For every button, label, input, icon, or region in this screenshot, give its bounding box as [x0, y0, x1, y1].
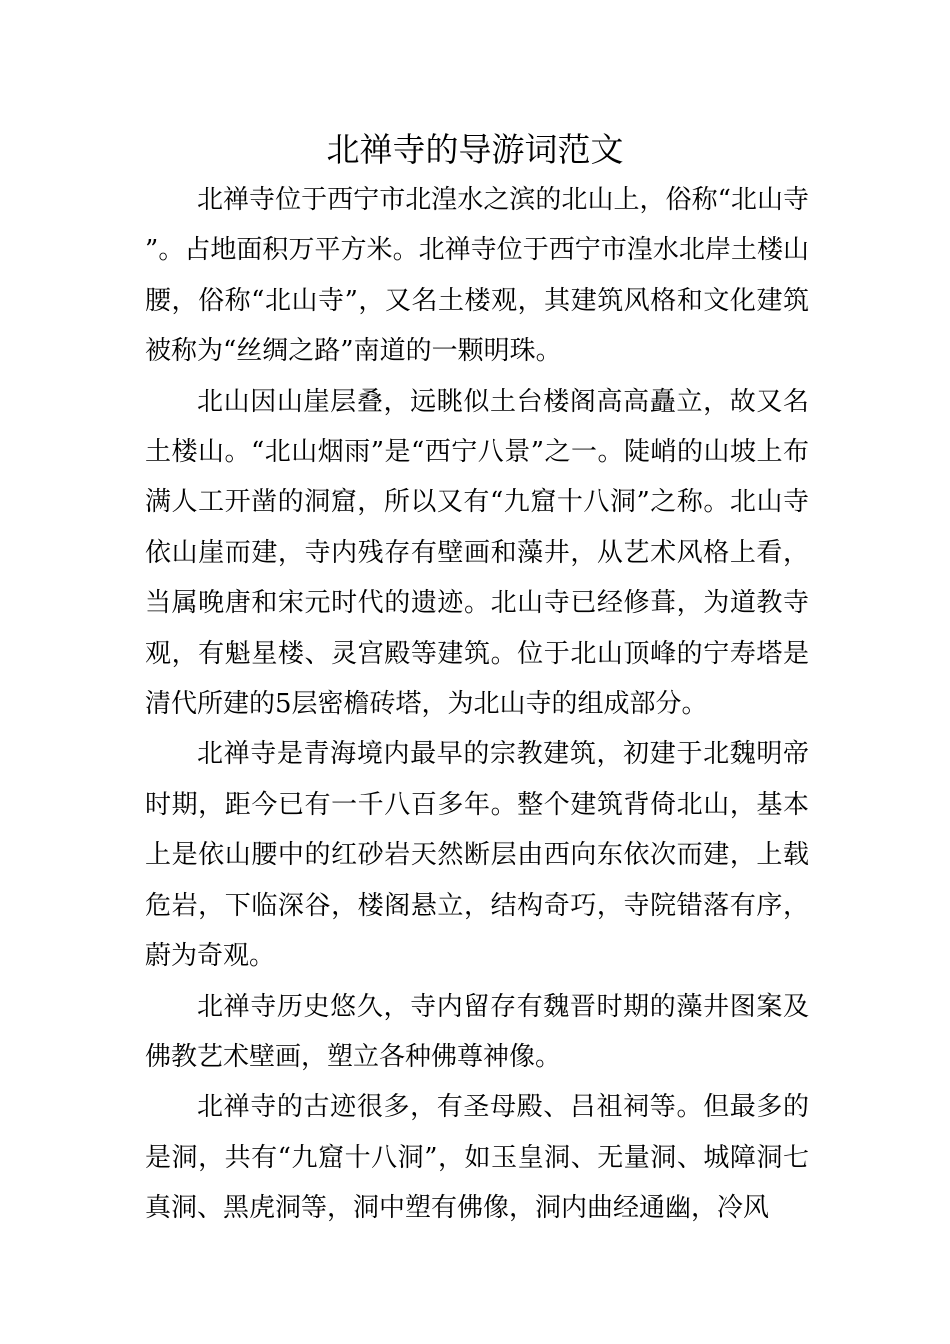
paragraph-caves: 北禅寺的古迹很多，有圣母殿、吕祖祠等。但最多的是洞，共有“九窟十八洞”，如玉皇洞、无量洞、城障洞七真洞、黑虎洞等，洞中塑有佛像，洞内曲经通幽，冷风: [145, 1092, 809, 1224]
document-body: [145, 175, 809, 1234]
paragraph-north-mountain: 北山因山崖层叠，远眺似土台楼阁高高矗立，故又名土楼山。“北山烟雨”是“西宁八景”之一。陡峭的山坡上布满人工开凿的洞窟，所以又有“九窟十八洞”之称。北山寺依山崖而建，寺内残存有壁画和藻井，从艺术风格上看，当属晚唐和宋元时代的遗迹。北山寺已经修葺，为道教寺观，有魁星楼、灵宫殿等建筑。位于北山顶峰的宁寿塔是清代所建的5层密檐砖塔，为北山寺的组成部分。: [145, 386, 809, 720]
document-title: 北禅寺的导游词范文: [326, 130, 624, 169]
paragraph-murals: 北禅寺历史悠久，寺内留存有魏晋时期的藻井图案及佛教艺术壁画，塑立各种佛尊神像。: [145, 991, 809, 1072]
paragraph-intro: 北禅寺位于西宁市北湟水之滨的北山上，俗称“北山寺”。占地面积万平方米。北禅寺位于西宁市湟水北岸土楼山腰，俗称“北山寺”，又名土楼观，其建筑风格和文化建筑被称为“丝绸之路”南道的一颗明珠。: [145, 185, 809, 367]
paragraph-history: 北禅寺是青海境内最早的宗教建筑，初建于北魏明帝时期，距今已有一千八百多年。整个建筑背倚北山，基本上是依山腰中的红砂岩天然断层由西向东依次而建，上载危岩，下临深谷，楼阁悬立，结构奇巧，寺院错落有序，蔚为奇观。: [145, 739, 809, 972]
